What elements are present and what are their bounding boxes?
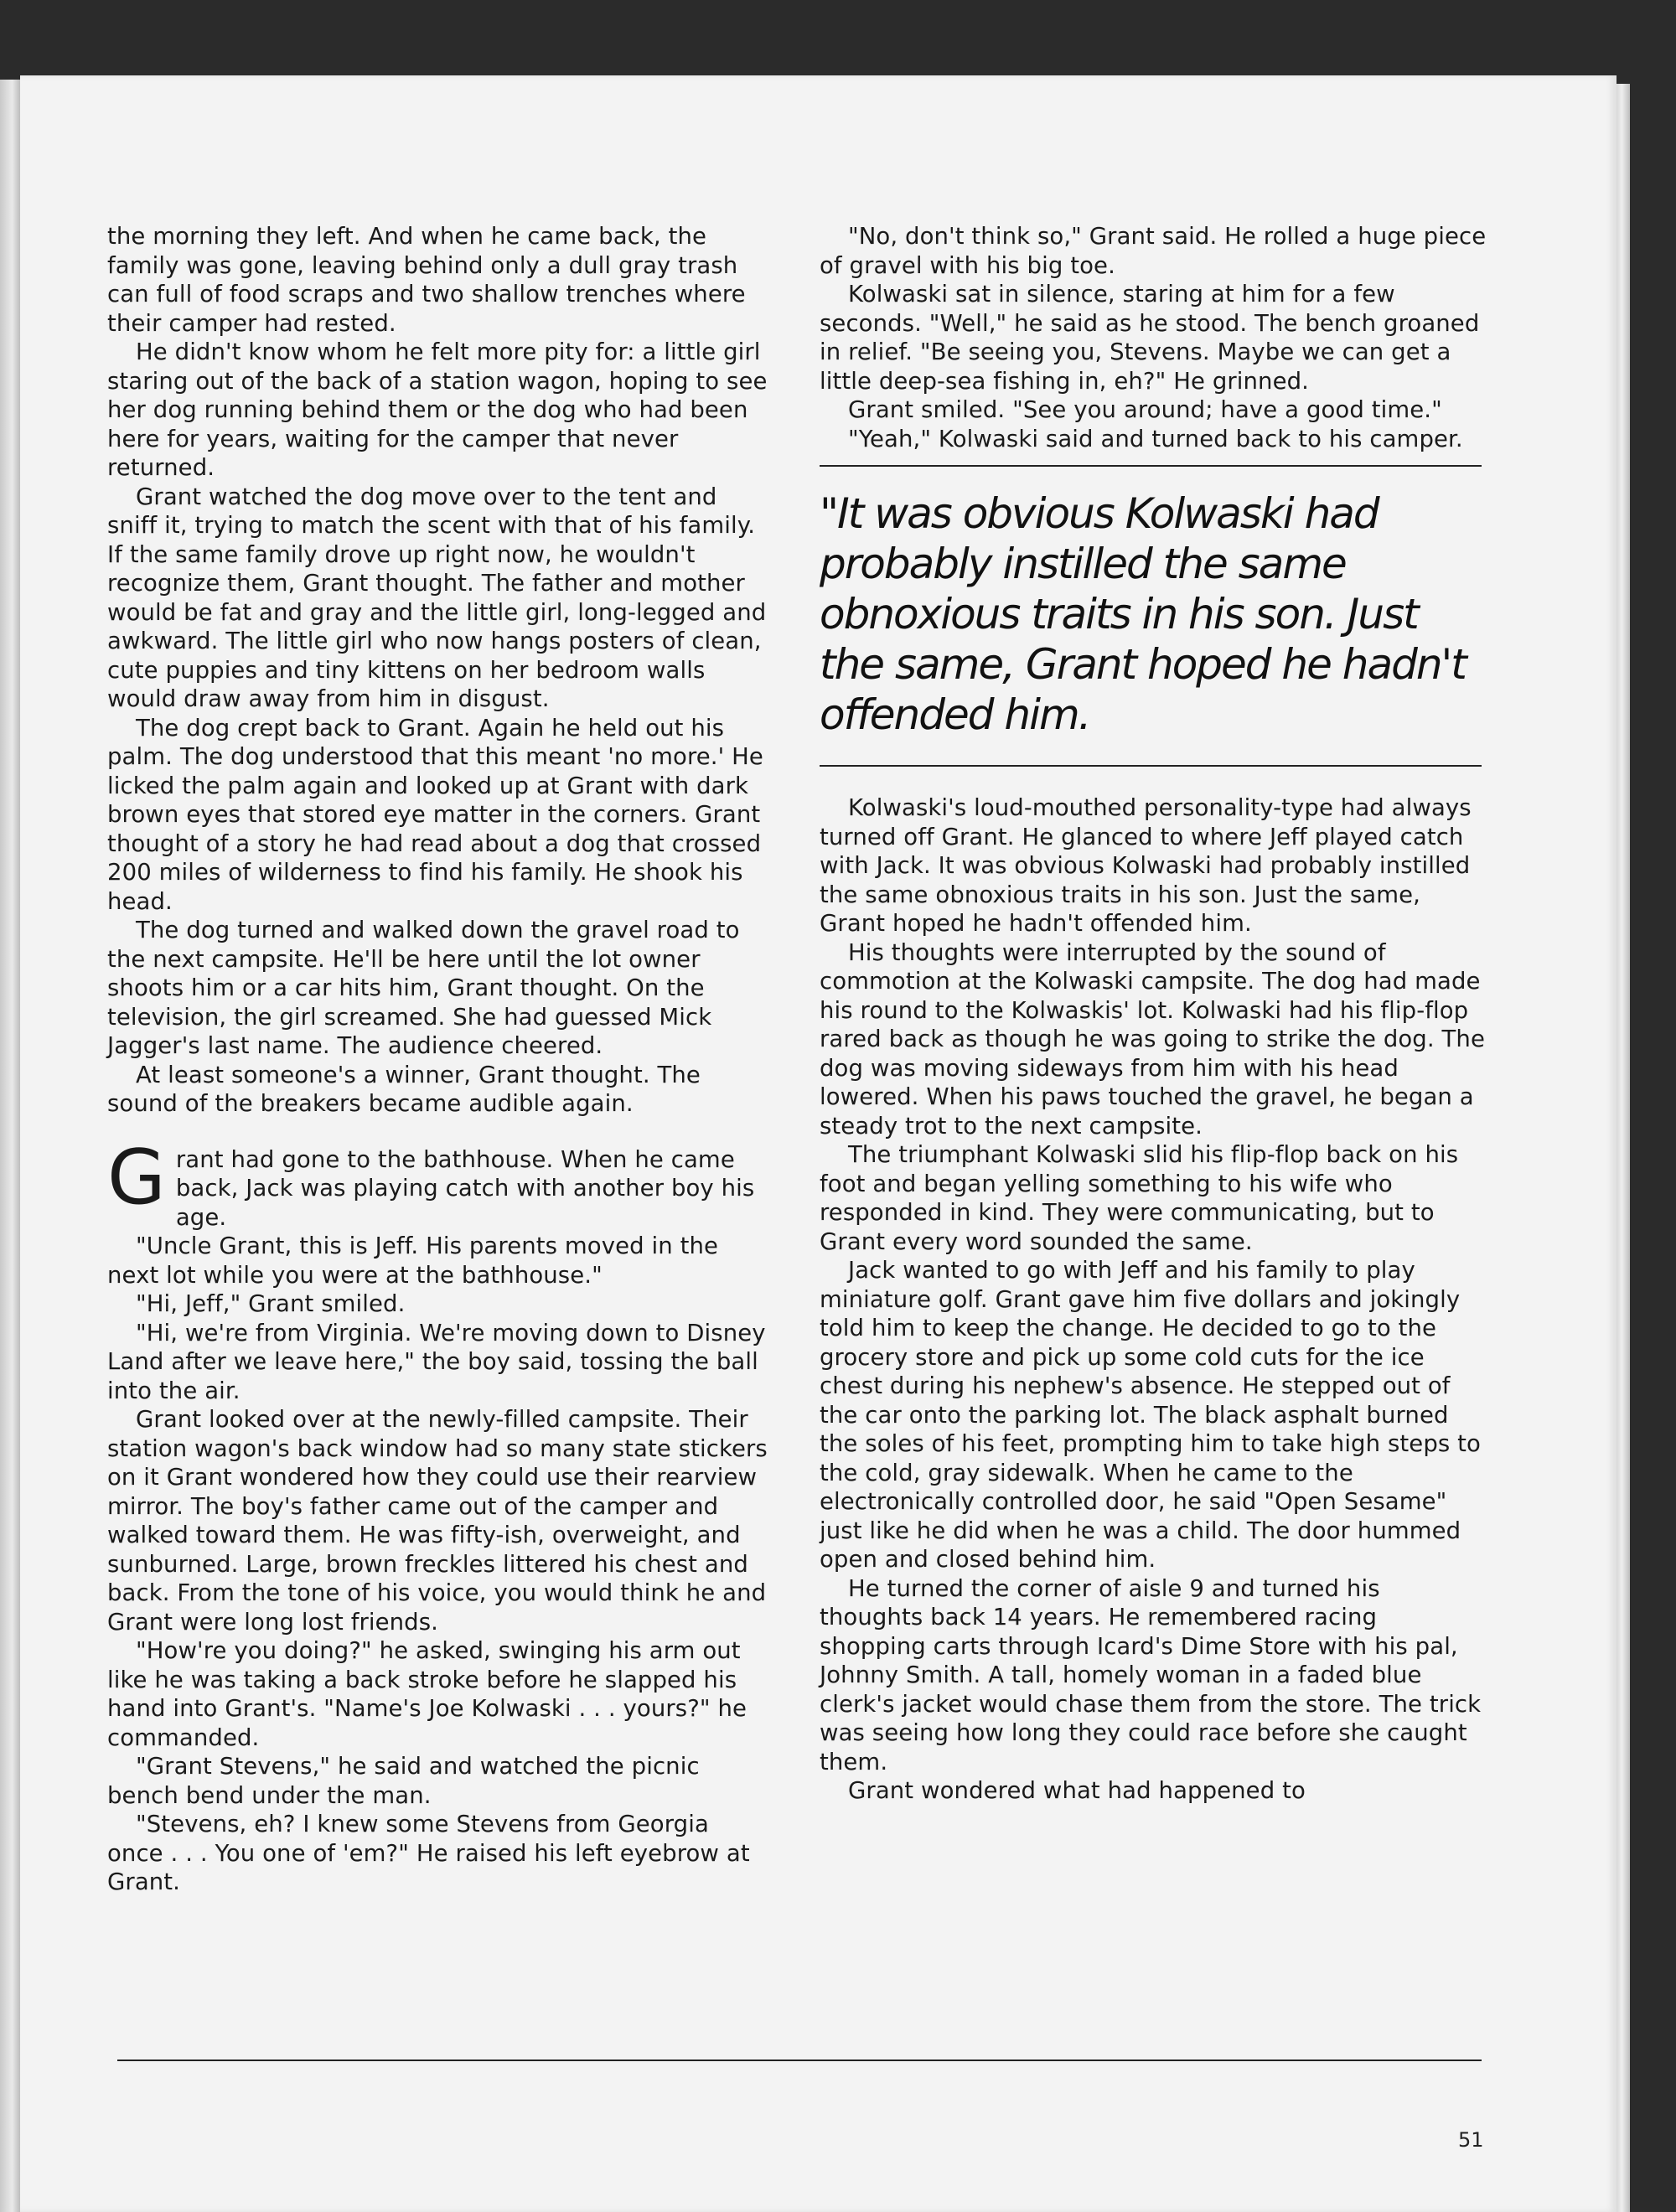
pull-quote: "It was obvious Kolwaski had probably instilled the same obnoxious traits in his son. Just the same, Grant hoped he hadn't offended him. bbox=[820, 489, 1466, 739]
paragraph: "No, don't think so," Grant said. He rolled a huge piece of gravel with his big toe. bbox=[820, 223, 1487, 279]
paragraph: "Hi, Jeff," Grant smiled. bbox=[136, 1290, 406, 1317]
paragraph: the morning they left. And when he came back, the family was gone, leaving behind only a dull gray trash can full of food scraps and two shallow trenches where their camper had rested. bbox=[107, 223, 746, 337]
footer-rule bbox=[117, 2060, 1482, 2061]
page-number: 51 bbox=[1458, 2128, 1484, 2152]
paragraph: Grant looked over at the newly-filled campsite. Their station wagon's back window had so many state stickers on it Grant wondered how they could use their rearview mirror. The boy's father came out of the camper and walked toward them. He was fifty-ish, overweight, and sunburned. Large, brown freckles littered his chest and back. From the tone of his voice, you would think he and Grant were long lost friends. bbox=[107, 1406, 768, 1636]
paragraph: "Hi, we're from Virginia. We're moving down to Disney Land after we leave here," the boy said, tossing the ball into the air. bbox=[107, 1319, 766, 1404]
paragraph: Grant watched the dog move over to the tent and sniff it, trying to match the scent with that of his family. If the same family drove up right now, he wouldn't recognize them, Grant thought. The father and mother would be fat and gray and the little girl, long-legged and awkward. The little girl who now hangs posters of clean, cute puppies and tiny kittens on her bedroom walls would draw away from him in disgust. bbox=[107, 483, 767, 712]
paragraph: The dog turned and walked down the gravel road to the next campsite. He'll be here until the lot owner shoots him or a car hits him, Grant thought. On the television, the girl screamed. She had guessed Mick Jagger's last name. The audience cheered. bbox=[107, 917, 740, 1059]
after-quote-text bbox=[820, 793, 1490, 1806]
paragraph: "Grant Stevens," he said and watched the picnic bench bend under the man. bbox=[107, 1753, 700, 1809]
section-opening-paragraph bbox=[107, 1133, 769, 1233]
previous-page-edge bbox=[0, 80, 20, 2212]
paragraph: "How're you doing?" he asked, swinging his arm out like he was taking a back stroke before he slapped his hand into Grant's. "Name's Joe Kolwaski . . . yours?" he commanded. bbox=[107, 1637, 747, 1751]
section-opening-text: rant had gone to the bathhouse. When he came back, Jack was playing catch with another boy his age. bbox=[175, 1145, 755, 1231]
paragraph: Kolwaski sat in silence, staring at him for a few seconds. "Well," he said as he stood. The bench groaned in relief. "Be seeing you, Stevens. Maybe we can get a little deep-sea fishing in, eh?" He grinned. bbox=[820, 281, 1480, 395]
paragraph: Kolwaski's loud-mouthed personality-type had always turned off Grant. He glanced to where Jeff played catch with Jack. It was obvious Kolwaski had probably instilled the same obnoxious traits in his son. Just the same, Grant hoped he hadn't offended him. bbox=[820, 794, 1472, 937]
paragraph: "Yeah," Kolwaski said and turned back to his camper. bbox=[848, 425, 1463, 452]
paragraph: The triumphant Kolwaski slid his flip-flop back on his foot and began yelling something to his wife who responded in kind. They were communicating, but to Grant every word sounded the same. bbox=[820, 1141, 1459, 1255]
left-column bbox=[107, 222, 769, 1897]
paragraph: Jack wanted to go with Jeff and his family to play miniature golf. Grant gave him five dollars and jokingly told him to keep the change. He decided to go to the grocery store and pick up some cold cuts for the ice chest during his nephew's absence. He stepped out of the car onto the parking lot. The black asphalt burned the soles of his feet, prompting him to take high steps to the cold, gray sidewalk. When he came to the electronically controlled door, he said "Open Sesame" just like he did when he was a child. The door hummed open and closed behind him. bbox=[820, 1257, 1481, 1573]
paragraph: He turned the corner of aisle 9 and turned his thoughts back 14 years. He remembered racing shopping carts through Icard's Dime Store with his pal, Johnny Smith. A tall, homely woman in a faded blue clerk's jacket would chase them from the store. The trick was seeing how long they could race before she caught them. bbox=[820, 1574, 1482, 1775]
paragraph: "Uncle Grant, this is Jeff. His parents moved in the next lot while you were at the bathhouse." bbox=[107, 1233, 719, 1289]
section-break bbox=[107, 1119, 769, 1145]
paragraph: "Stevens, eh? I knew some Stevens from Georgia once . . . You one of 'em?" He raised his left eyebrow at Grant. bbox=[107, 1811, 750, 1895]
paragraph: Grant smiled. "See you around; have a good time." bbox=[848, 396, 1442, 423]
drop-cap: G bbox=[107, 1133, 166, 1222]
pull-quote-bottom-rule bbox=[820, 765, 1482, 767]
paragraph: The dog crept back to Grant. Again he held out his palm. The dog understood that this meant 'no more.' He licked the palm again and looked up at Grant with dark brown eyes that stored eye matter in the corners. Grant thought of a story he had read about a dog that crossed 200 miles of wilderness to find his family. He shook his head. bbox=[107, 714, 763, 915]
paragraph: Grant wondered what had happened to bbox=[848, 1777, 1306, 1804]
paragraph: His thoughts were interrupted by the sound of commotion at the Kolwaski campsite. The dog had made his round to the Kolwaskis' lot. Kolwaski had his flip-flop rared back as though he was going to strike the dog. The dog was moving sideways from him with his head lowered. When his paws touched the gravel, he began a steady trot to the next campsite. bbox=[820, 938, 1485, 1140]
page-stack-edge bbox=[1617, 84, 1630, 2212]
paragraph: At least someone's a winner, Grant thought. The sound of the breakers became audible again. bbox=[107, 1061, 701, 1117]
paragraph: He didn't know whom he felt more pity for: a little girl staring out of the back of a station wagon, hoping to see her dog running behind them or the dog who had been here for years, waiting for the camper that never returned. bbox=[107, 339, 768, 481]
pull-quote-top-rule bbox=[820, 465, 1482, 467]
right-column bbox=[820, 222, 1490, 1806]
